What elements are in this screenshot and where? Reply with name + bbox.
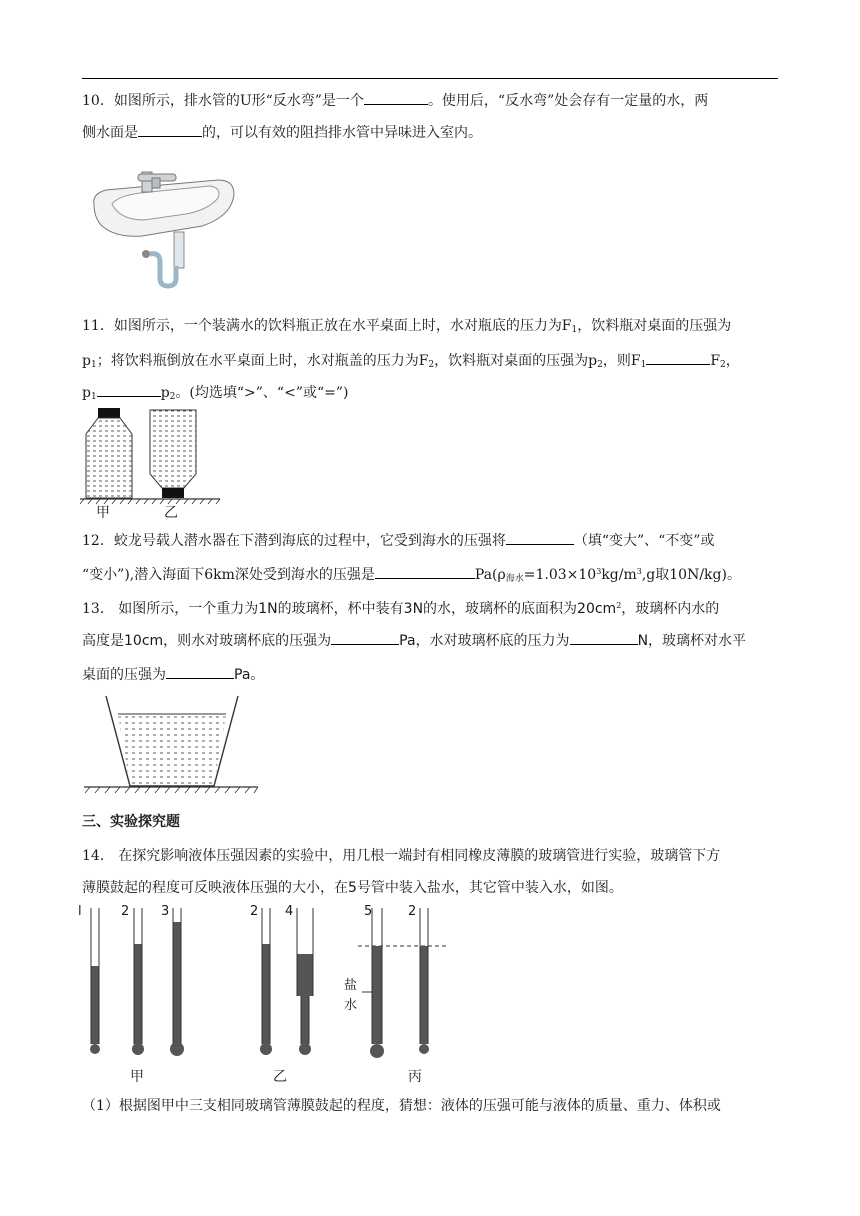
q10-text-c: 侧水面是 [82, 125, 138, 141]
group-label-yi: 乙 [273, 1069, 287, 1085]
q13-text: ，水对玻璃杯底的压力为 [415, 633, 570, 649]
q13-text: 20cm [577, 601, 617, 617]
tube-label-2c: 2 [408, 904, 417, 919]
q14-text: 5 [348, 880, 357, 896]
q12-line1 [82, 530, 782, 551]
q10-text-a: 10．如图所示，排水管的U形“反水弯”是一个 [82, 93, 364, 109]
q13-blank-3[interactable] [166, 664, 234, 679]
q14-sub1: （1）根据图甲中三支相同玻璃管薄膜鼓起的程度，猜想：液体的压强可能与液体的质量、重力、体积或 [82, 1098, 721, 1114]
q11-line1 [82, 316, 782, 340]
q11-text: ，饮料瓶对桌面的压强为p [434, 353, 598, 369]
q11-sub: 1 [640, 360, 647, 370]
q11-sub: 2 [720, 360, 726, 370]
q12-text: kg/m [601, 567, 637, 583]
q12-text: 12．蛟龙号载人潜水器在下潜到海底的过程中，它受到海水的压强将 [82, 533, 506, 549]
tube-label-2b: 2 [250, 904, 259, 919]
header-rule [82, 78, 778, 79]
q12-text: Pa(ρ [474, 567, 506, 583]
q13-text: 1N [258, 601, 278, 617]
q11-sub: 2 [597, 360, 603, 370]
q13-text: ，则水对玻璃杯底的压强为 [163, 633, 332, 649]
q11-text-b: ，饮料瓶对桌面的压强为 [577, 318, 732, 334]
bottle-yi [150, 410, 196, 488]
q11-sub: 1 [90, 360, 97, 370]
q11-blank-2[interactable] [97, 382, 161, 397]
q12-line2 [82, 562, 782, 589]
q13-text: Pa [399, 633, 416, 649]
q12-sub: 海水 [505, 574, 524, 584]
q11-text: p [82, 353, 91, 369]
q10-line1 [82, 90, 782, 111]
tube-3 [170, 908, 184, 1056]
q11-text-a: 11．如图所示，一个装满水的饮料瓶正放在水平桌面上时，水对瓶底的压力为F [82, 318, 572, 334]
bottle-jia [86, 418, 132, 498]
q13-text: 桌面的压强为 [82, 667, 166, 683]
q11-text: p [160, 385, 170, 401]
q11-sub: 2 [169, 392, 176, 402]
bottle-cap-yi [162, 488, 184, 498]
q11-sub: 2 [428, 360, 435, 370]
tube-label-3: 3 [161, 904, 170, 919]
tube-2c [419, 908, 429, 1054]
q13-text: 10cm [124, 633, 164, 649]
tube-2b [260, 908, 272, 1055]
q13-text: Pa [234, 667, 251, 683]
q12-blank-1[interactable] [506, 530, 574, 545]
q13-blank-2[interactable] [570, 630, 638, 645]
tube-label-1: l [78, 904, 82, 919]
q12-text: （填“变大”、“不变”或 [573, 533, 715, 549]
group-label-bing: 丙 [408, 1069, 422, 1085]
q13-blank-1[interactable] [331, 630, 399, 645]
q10-blank-2[interactable] [138, 122, 202, 137]
q13-line3 [82, 664, 782, 685]
q12-text: “变小”),潜入海面下6km深处受到海水的压强是 [82, 567, 375, 583]
tube-label-2: 2 [121, 904, 130, 919]
tube-2 [132, 908, 144, 1055]
q11-text: 。(均选填“>”、“<”或“=”) [175, 385, 349, 401]
q10-text-b: 。使用后，“反水弯”处会存有一定量的水，两 [427, 93, 709, 109]
salt-label-bottom: 水 [344, 998, 358, 1013]
group-label-jia: 甲 [130, 1069, 144, 1085]
q10-text-d: 的，可以有效的阻挡排水管中异味进入室内。 [202, 125, 482, 141]
bottle-cap-jia [98, 408, 120, 418]
q11-blank-1[interactable] [646, 350, 710, 365]
label-yi: 乙 [164, 505, 178, 521]
q12-sup: 3 [636, 567, 642, 576]
q14-line1: 14． 在探究影响液体压强因素的实验中，用几根一端封有相同橡皮薄膜的玻璃管进行实验，玻璃管下方 [82, 848, 721, 864]
q11-text: F [710, 353, 721, 369]
tube-5 [370, 908, 384, 1058]
q14-text: 薄膜鼓起的程度可反映液体压强的大小，在 [82, 880, 348, 896]
q10-blank-1[interactable] [364, 90, 428, 105]
q10-line2 [82, 122, 782, 143]
q12-blank-2[interactable] [375, 564, 475, 579]
tube-4 [297, 908, 313, 1055]
q13-text: N [637, 633, 649, 649]
section-heading: 三、实验探究题 [82, 814, 180, 830]
glass-figure [82, 690, 262, 800]
q12-sup: 3 [596, 567, 602, 576]
sink-figure [90, 166, 240, 292]
q13-text: 3N [403, 601, 424, 617]
q13-text: ，玻璃杯内水的 [621, 601, 720, 617]
tube-1 [90, 908, 100, 1054]
q13-text: 13． 如图所示，一个重力为 [82, 601, 259, 617]
q12-text: ,g取10N/kg)。 [641, 567, 741, 583]
q13-text: 高度是 [82, 633, 124, 649]
q11-text: ，则F [602, 353, 641, 369]
q13-sup: 2 [616, 601, 622, 610]
q14-text: 号管中装入盐水，其它管中装入水，如图。 [356, 880, 623, 896]
q11-text: ， [725, 353, 740, 369]
label-jia: 甲 [96, 505, 110, 521]
q11-text: p [82, 385, 91, 401]
tube-label-4: 4 [285, 904, 294, 919]
q14-line2 [82, 878, 782, 898]
q13-text: ，玻璃杯对水平 [648, 633, 747, 649]
tube-label-5: 5 [364, 904, 373, 919]
q11-sub: 1 [571, 325, 578, 335]
salt-label-top: 盐 [344, 978, 358, 993]
q13-text: 的玻璃杯，杯中装有 [277, 601, 404, 617]
tubes-figure [76, 904, 456, 1062]
q11-text: ；将饮料瓶倒放在水平桌面上时，水对瓶盖的压力为F [96, 353, 429, 369]
q13-text: 的水，玻璃杯的底面积为 [423, 601, 578, 617]
q13-text: 。 [250, 667, 265, 683]
q11-line2 [82, 350, 782, 375]
q13-line2 [82, 630, 782, 651]
q13-line1 [82, 596, 782, 619]
q12-text: =1.03×10 [523, 567, 597, 583]
q11-sub: 1 [90, 392, 97, 402]
